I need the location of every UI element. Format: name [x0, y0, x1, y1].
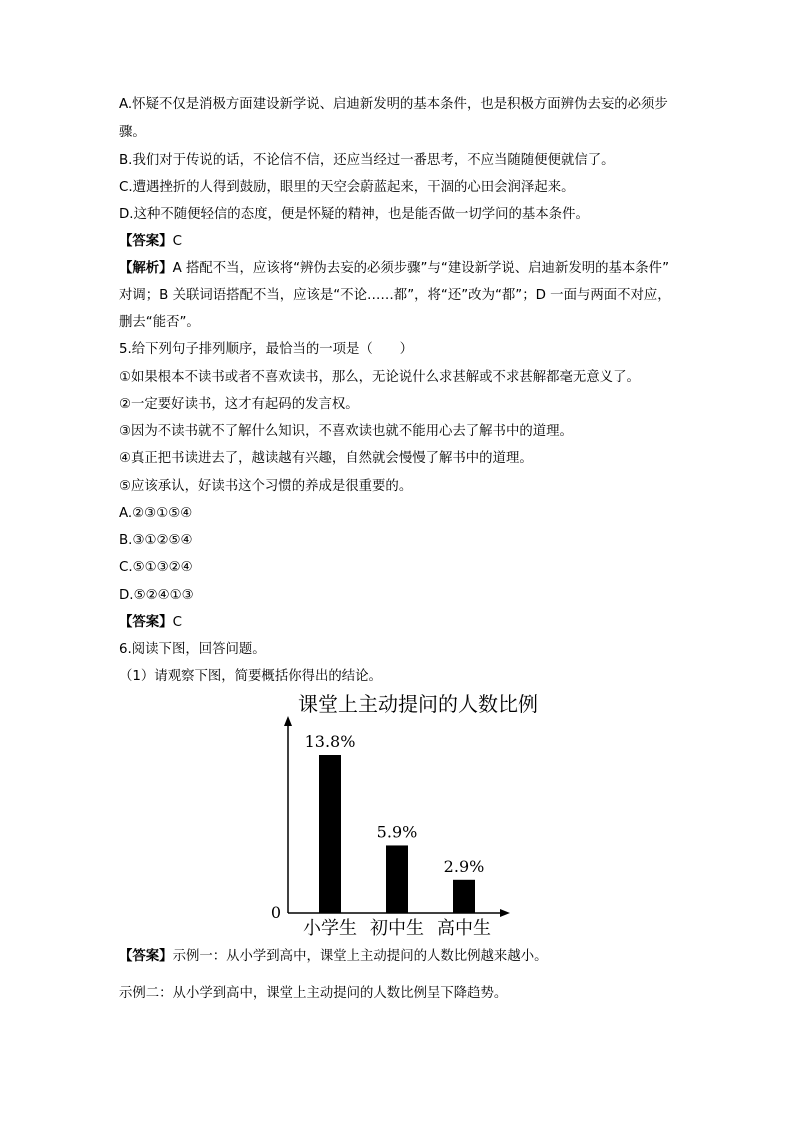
answer-value: C [172, 615, 182, 630]
category-label: 高中生 [437, 918, 491, 939]
q4-option-a-line1: A.怀疑不仅是消极方面建设新学说、启迪新发明的基本条件，也是积极方面辨伪去妄的必须步 [119, 97, 668, 112]
q6-sub-question-1: （1）请观察下图，简要概括你得出的结论。 [119, 669, 382, 684]
q6-answer-line1 [119, 947, 548, 967]
q5-option-d: D.⑤②④①③ [119, 588, 194, 603]
bar-高中生 [453, 880, 475, 913]
q5-option-b: B.③①②⑤④ [119, 533, 193, 548]
answer-value: C [172, 234, 182, 249]
q6-stem: 6.阅读下图，回答问题。 [119, 642, 266, 657]
category-label: 初中生 [370, 918, 424, 939]
q4-option-a-line2: 骤。 [119, 125, 146, 140]
q4-analysis-line2: 对调；B 关联词语搭配不当，应该是“不论……都”，将“还”改为“都”；D 一面与两面不对应， [119, 288, 671, 303]
bar-value-label: 13.8% [304, 732, 356, 751]
bar-value-label: 2.9% [443, 856, 485, 876]
answer-label: 【答案】 [119, 615, 173, 630]
bar-初中生 [386, 845, 408, 913]
bars-group [303, 732, 491, 939]
q5-stem: 5.给下列句子排列顺序，最恰当的一项是（ ） [119, 342, 413, 357]
q5-sentence-3: ③因为不读书就不了解什么知识，不喜欢读也就不能用心去了解书中的道理。 [119, 424, 573, 439]
origin-label: 0 [270, 903, 282, 922]
q5-sentence-5: ⑤应该承认，好读书这个习惯的养成是很重要的。 [119, 479, 413, 494]
x-axis-arrow [500, 909, 510, 917]
q5-sentence-1: ①如果根本不读书或者不喜欢读书，那么，无论说什么求甚解或不求甚解都毫无意义了。 [119, 370, 640, 385]
chart-title: 课堂上主动提问的人数比例 [298, 692, 538, 716]
category-label: 小学生 [303, 918, 357, 939]
q4-option-c: C.遭遇挫折的人得到鼓励，眼里的天空会蔚蓝起来，干涸的心田会润泽起来。 [119, 180, 575, 195]
q5-option-c: C.⑤①③②④ [119, 560, 193, 575]
q6-answer-line2: 示例二：从小学到高中，课堂上主动提问的人数比例呈下降趋势。 [119, 986, 508, 1001]
q5-sentence-2: ②一定要好读书，这才有起码的发言权。 [119, 397, 359, 412]
q4-analysis-line3: 删去“能否”。 [119, 315, 200, 330]
bar-小学生 [319, 755, 341, 913]
answer-example-1: 示例一：从小学到高中，课堂上主动提问的人数比例越来越小。 [172, 949, 548, 964]
answer-label: 【答案】 [119, 949, 173, 964]
analysis-label: 【解析】 [119, 261, 173, 276]
analysis-text: A 搭配不当，应该将“辨伪去妄的必须步骤”与“建设新学说、启迪新发明的基本条件” [172, 261, 670, 276]
q4-option-d: D.这种不随便轻信的态度，便是怀疑的精神，也是能否做一切学问的基本条件。 [119, 207, 589, 222]
y-axis-arrow [284, 716, 292, 726]
q4-option-b: B.我们对于传说的话，不论信不信，还应当经过一番思考，不应当随随便便就信了。 [119, 153, 615, 168]
answer-label: 【答案】 [119, 234, 173, 249]
bar-value-label: 5.9% [376, 822, 418, 842]
q5-sentence-4: ④真正把书读进去了，越读越有兴趣，自然就会慢慢了解书中的道理。 [119, 451, 533, 466]
q5-option-a: A.②③①⑤④ [119, 506, 193, 521]
